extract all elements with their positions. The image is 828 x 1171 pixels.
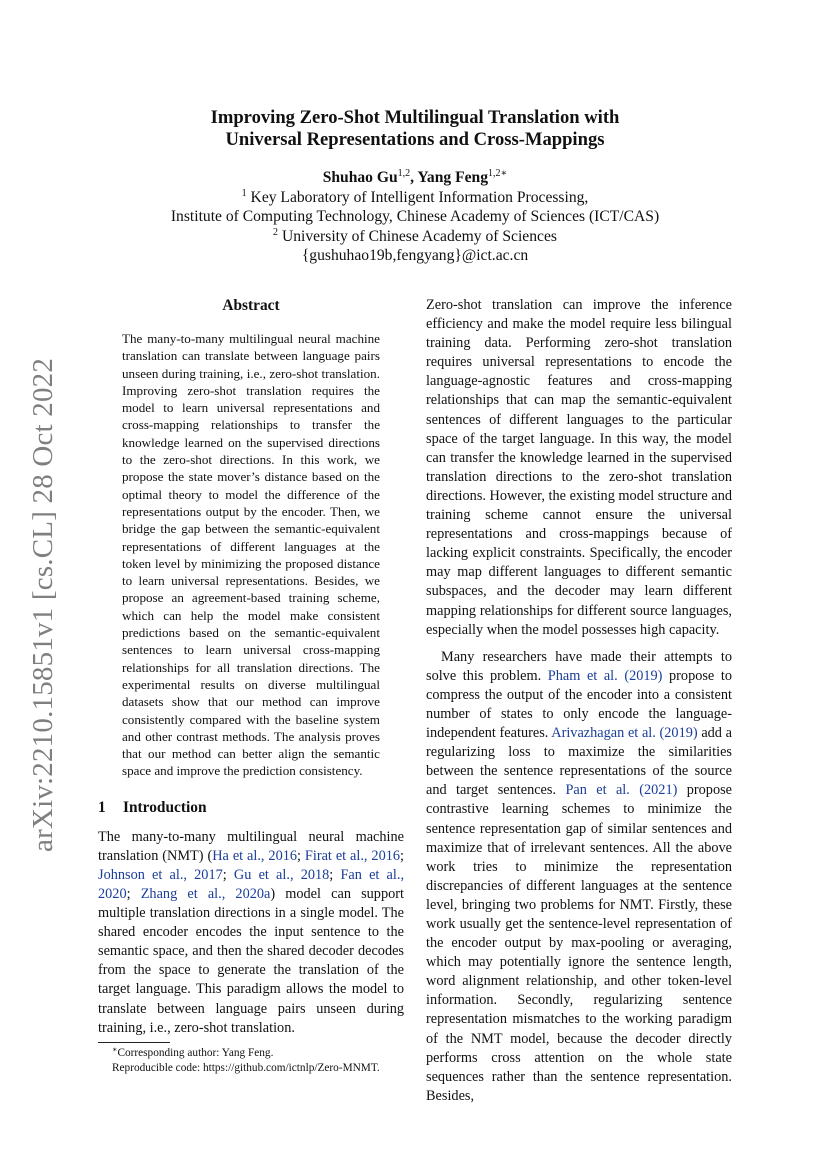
affiliation-2-text: University of Chinese Academy of Sciences — [278, 227, 557, 245]
author-2: Yang Feng — [417, 169, 489, 186]
affiliation-1-line-2: Institute of Computing Technology, Chinese Academy of Sciences (ICT/CAS) — [170, 208, 660, 225]
affiliation-2 — [100, 227, 730, 247]
abstract-heading: Abstract — [222, 297, 280, 314]
text-run: ; — [329, 866, 341, 883]
left-column — [98, 296, 404, 1038]
author-1: Shuhao Gu — [322, 169, 398, 186]
affiliation-1-line-1: Key Laboratory of Intelligent Information Processing, — [246, 188, 589, 206]
citation-link[interactable]: Pham et al. (2019) — [547, 667, 663, 684]
intro-paragraph-1 — [98, 828, 404, 1038]
affiliation-1-mark: 1 — [241, 187, 247, 199]
author-block — [100, 168, 730, 266]
citation-link[interactable]: Johnson et al., 2017 — [98, 866, 223, 883]
text-run: ; — [126, 886, 141, 902]
author-names — [100, 168, 730, 188]
footnote-text: Corresponding author: Yang Feng. — [117, 1047, 274, 1059]
text-run: ; — [297, 847, 305, 864]
text-run: ; — [400, 847, 404, 864]
section-heading-introduction — [98, 798, 404, 818]
intro-paragraph-2: Zero-shot translation can improve the inference efficiency and make the model require less bilingual training data. Performing zero-shot translation requires universal representations to encode the language-agnostic features and cross-mapping relationships that can map the semantic-equivalent sentences of different languages to the particular space of the target language. In this way, the model can transfer the knowledge learned in the supervised translation directions to the zero-shot translation directions. However, the existing model structure and training scheme cannot ensure the universal representations and cross-mappings because of lacking explicit constraints. Specifically, the encoder may map different languages to different semantic subspaces, and the decoder may learn different mapping relationships for different source languages, especially when the model possesses high capacity. — [426, 297, 732, 638]
section-title: Introduction — [123, 798, 207, 816]
citation-link[interactable]: Ha et al., 2016 — [212, 847, 298, 864]
text-run: propose to compress the output of the encoder into a consistent number of states to only encode the language-independent features. — [426, 667, 732, 742]
intro-paragraph-3 — [426, 648, 732, 1106]
right-column — [426, 296, 732, 1106]
text-run: add a regularizing loss to maximize the similarities between the sentence representations of the source and target sentences. — [426, 725, 732, 799]
footnote-mark: ∗ — [112, 1045, 118, 1054]
citation-link[interactable]: Arivazhagan et al. (2019) — [551, 725, 698, 742]
footnote-code: Reproducible code: https://github.com/ictnlp/Zero-MNMT. — [112, 1062, 380, 1074]
author-email: {gushuhao19b,fengyang}@ict.ac.cn — [301, 247, 529, 264]
citation-link[interactable]: Pan et al. (2021) — [565, 782, 678, 799]
text-run: propose contrastive learning schemes to minimize the sentence representation gap of similar sentences and maximize that of irrelevant sentences. All the above work tries to minimize the representation discrepancies of different languages at the sentence level, bringing two problems for NMT. Firstly, these work usually get the sentence-level representation of the encoder output by max-pooling or averaging, which may potentially ignore the sentence length, word alignment relationship, and other token-level information. Secondly, regularizing sentence representation mismatches to the working paradigm of the NMT model, because the decoder directly performs cross attention on the whole state sequences rather than the sentence representation. Besides, — [426, 782, 733, 1104]
arxiv-identifier: arXiv:2210.15851v1 [cs.CL] 28 Oct 2022 — [27, 357, 59, 852]
paper-title — [150, 107, 680, 151]
citation-link[interactable]: Firat et al., 2016 — [304, 847, 401, 864]
citation-link[interactable]: Zhang et al., 2020a — [140, 886, 271, 902]
section-number: 1 — [98, 798, 106, 816]
text-run: Many researchers have made their attempts to solve this problem. — [426, 648, 732, 684]
citation-link[interactable]: Fan et al., 2020 — [98, 866, 405, 902]
footnotes — [98, 1046, 404, 1076]
author-1-affiliation-mark: 1,2 — [397, 168, 411, 179]
citation-link[interactable]: Gu et al., 2018 — [233, 866, 330, 883]
text-run: ; — [222, 866, 234, 883]
title-line-2: Universal Representations and Cross-Mappings — [225, 129, 605, 150]
abstract-text: The many-to-many multilingual neural machine translation can translate between language pairs unseen during training, i.e., zero-shot translation. Improving zero-shot translation requires the model to learn universal representations and cross-mapping relationships to transfer the knowledge learned on the supervised directions to the zero-shot directions. In this work, we propose the state mover’s distance based on the optimal theory to model the difference of the representations output by the encoder. Then, we bridge the gap between the semantic-equivalent representations of different languages at the token level by minimizing the proposed distance to learn universal representations. Besides, we propose an agreement-based training scheme, which can help the model make consistent predictions based on the semantic-equivalent sentences to learn universal cross-mapping relationships for all translation directions. The experimental results on diverse multilingual datasets show that our method can improve consistently compared with the baseline system and other contrast methods. The analysis proves that our method can better align the semantic space and improve the prediction consistency. — [122, 331, 380, 779]
author-separator: , — [410, 169, 418, 186]
footnote-corresponding-author — [98, 1046, 404, 1061]
affiliation-2-mark: 2 — [273, 226, 279, 238]
author-2-affiliation-mark: 1,2∗ — [488, 168, 508, 179]
text-run: ) model can support multiple translation directions in a single model. The shared encoder encodes the input sentence to the semantic space, and then the shared decoder decodes from the space to generate the translation of the target language. This paradigm allows the model to translate between language pairs unseen during training, i.e., zero-shot translation. — [98, 886, 404, 1036]
footnote-divider — [98, 1042, 170, 1043]
title-line-1: Improving Zero-Shot Multilingual Translation with — [210, 107, 620, 128]
text-run: The many-to-many multilingual neural machine translation (NMT) ( — [98, 828, 404, 864]
affiliation-1 — [100, 188, 730, 208]
